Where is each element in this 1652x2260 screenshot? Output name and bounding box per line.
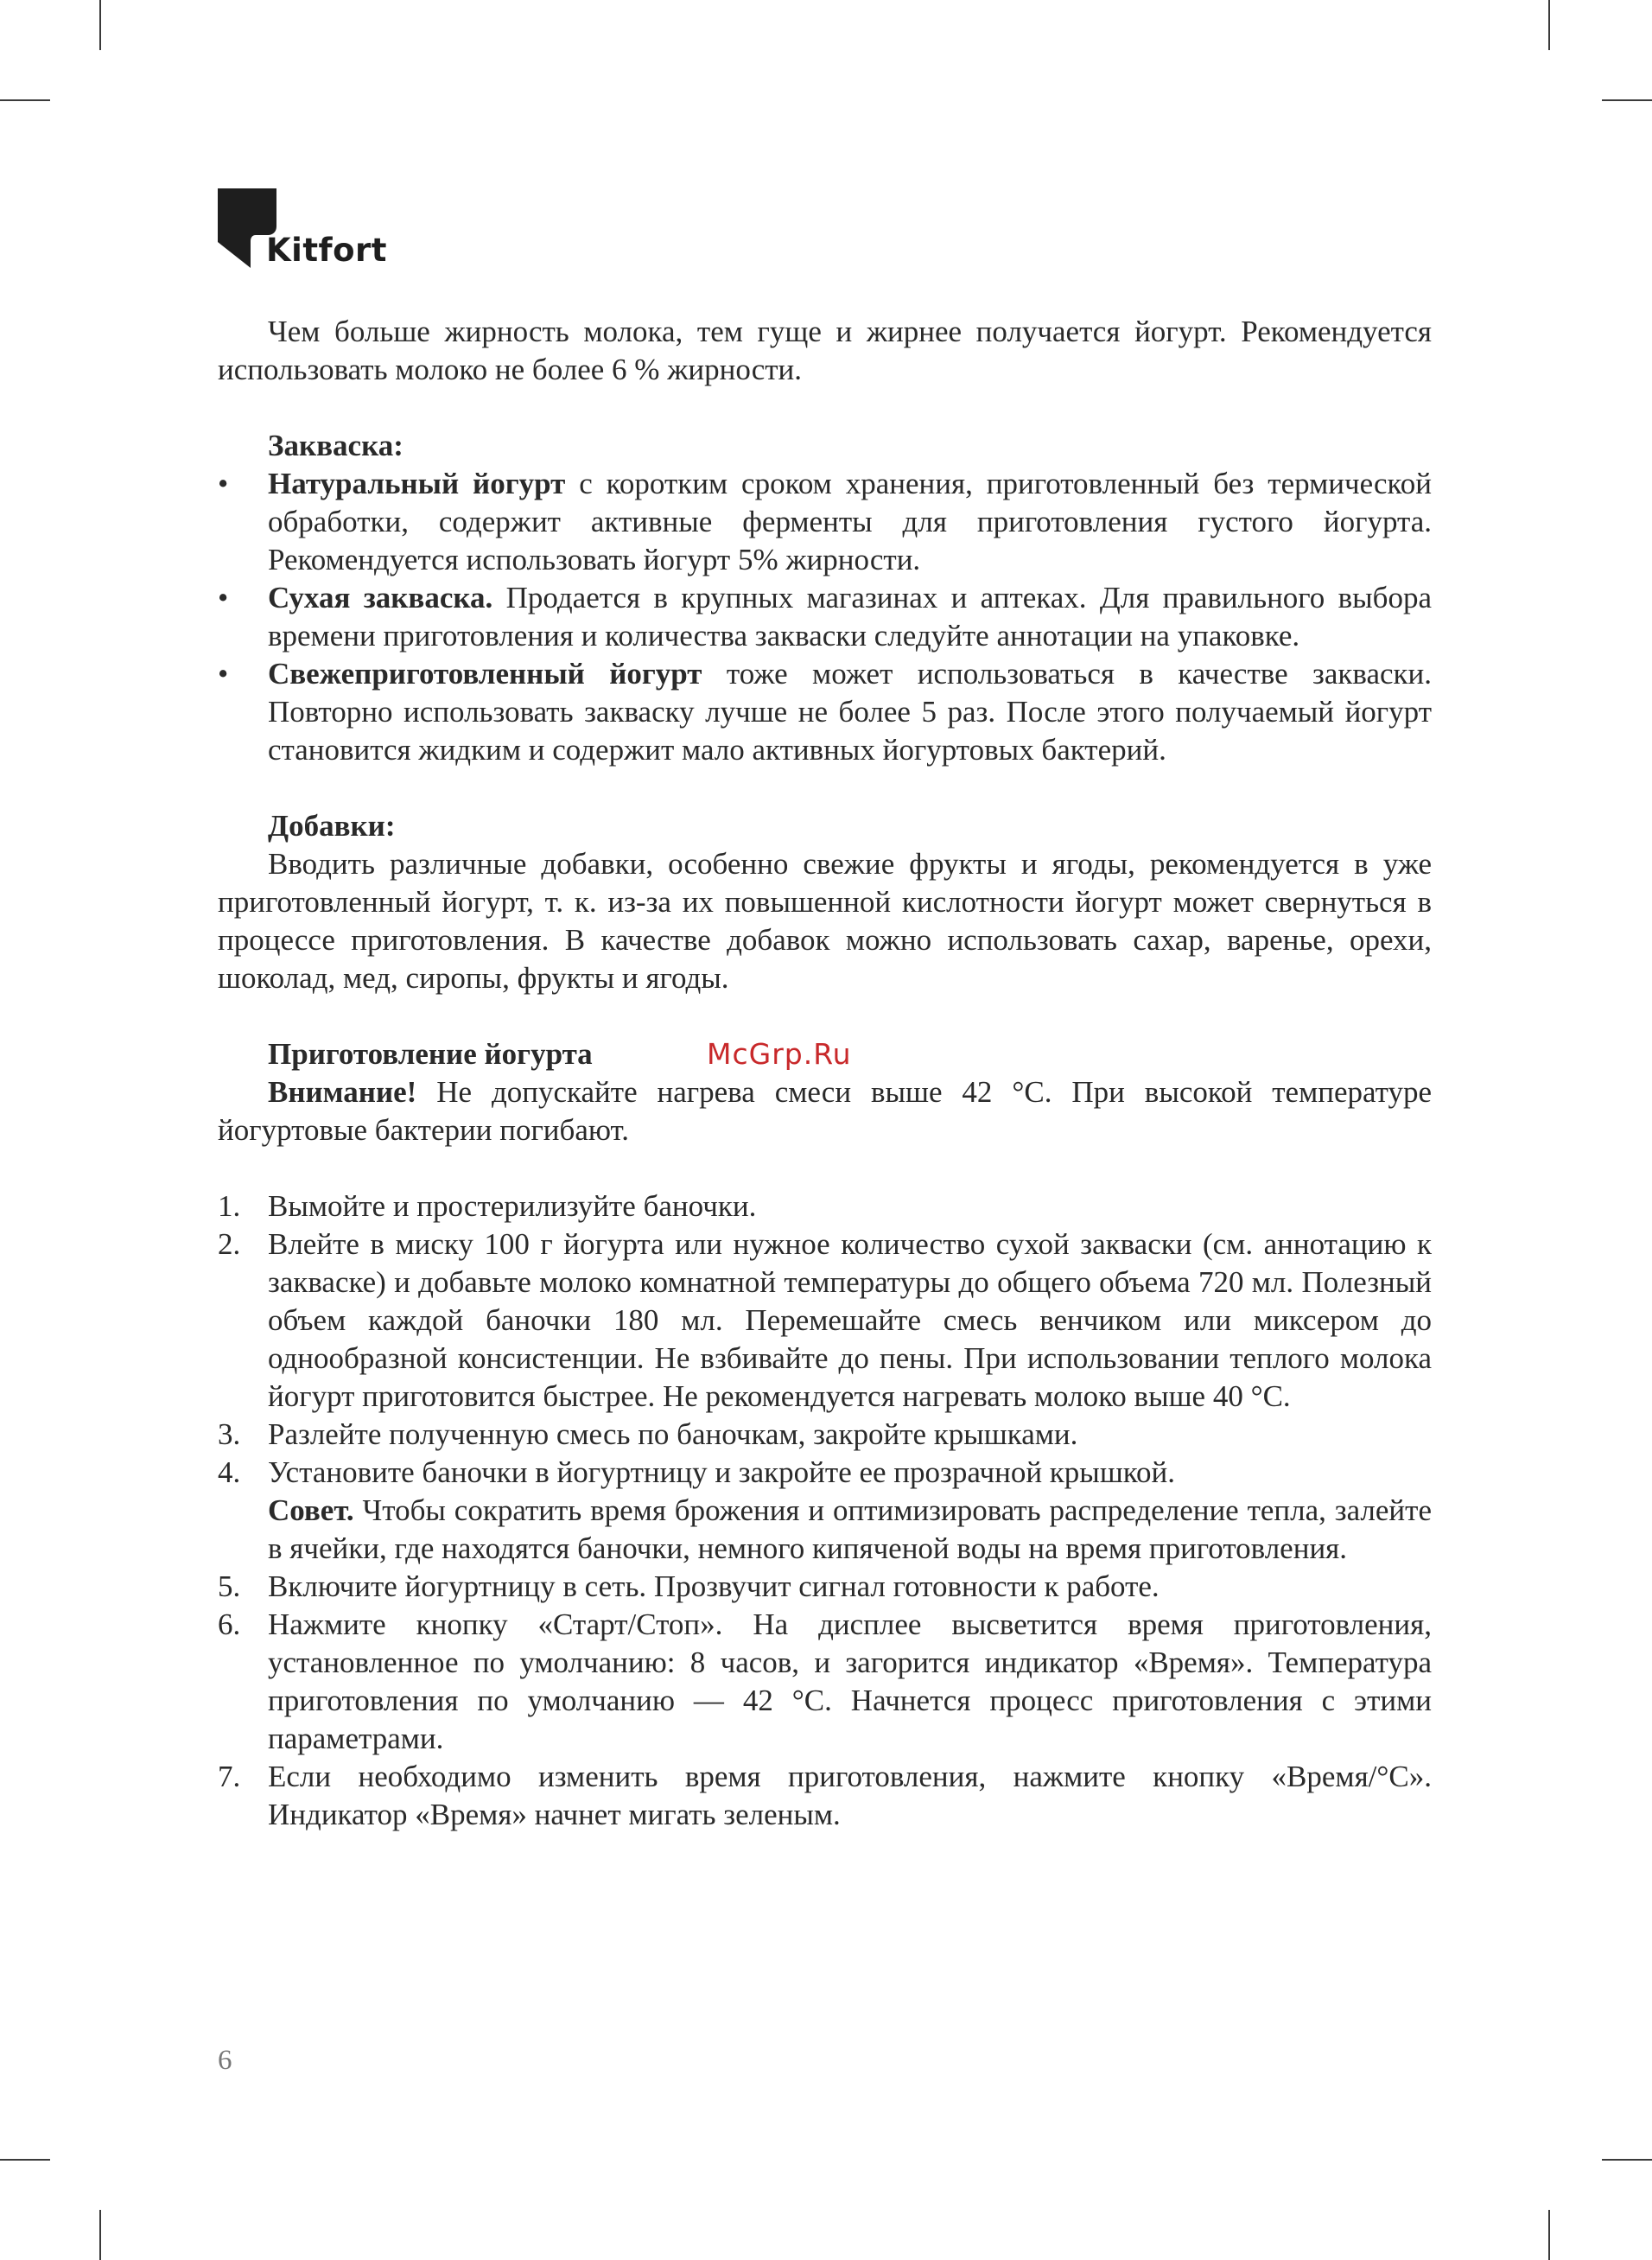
step-number: 4. <box>218 1455 241 1489</box>
brand-name: Kitfort <box>266 232 387 269</box>
list-item <box>218 579 1432 655</box>
step-item <box>218 1758 1432 1834</box>
preparation-heading: Приготовление йогурта <box>268 1037 593 1071</box>
crop-mark <box>0 99 50 101</box>
step-item <box>218 1416 1432 1454</box>
item-term: Натуральный йогурт <box>268 467 566 500</box>
additives-paragraph: Вводить различные добавки, особенно свежие фрукты и ягоды, рекомендуется в уже приготовленный йогурт, т. к. из-за их повышенной кислотности йогурт может свернуться в процессе приготовления. В качестве добавок можно использовать сахар, варенье, орехи, шоколад, мед, сиропы, фрукты и ягоды. <box>218 847 1432 995</box>
tip-paragraph <box>218 1492 1432 1568</box>
list-item <box>218 655 1432 769</box>
crop-mark <box>99 0 101 50</box>
step-item <box>218 1568 1432 1606</box>
bullet-marker: • <box>218 657 229 691</box>
step-number: 2. <box>218 1227 241 1261</box>
step-text: Если необходимо изменить время приготовления, нажмите кнопку «Время/°С». Индикатор «Время» начнет мигать зеленым. <box>268 1760 1432 1831</box>
item-text: Продается в крупных магазинах и аптеках. Для правильного выбора времени приготовления и количества закваски следуйте аннотации на упаковке. <box>268 581 1433 653</box>
step-number: 7. <box>218 1760 241 1793</box>
item-text: с коротким сроком хранения, приготовленный без термической обработки, содержит активные ферменты для приготовления густого йогурта. Рекомендуется использовать йогурт 5% жирности. <box>268 467 1432 576</box>
spacer <box>218 1149 1432 1187</box>
starter-heading: Закваска: <box>268 429 403 462</box>
crop-mark <box>1548 0 1550 50</box>
step-text: Нажмите кнопку «Старт/Стоп». На дисплее высветится время приготовления, установленное по умолчанию: 8 часов, и загорится индикатор «Время». Температура приготовления по умолчанию — 42 °С. Начнется процесс приготовления с этими параметрами. <box>268 1607 1432 1755</box>
bullet-marker: • <box>218 581 229 614</box>
bullet-marker: • <box>218 467 229 500</box>
preparation-steps-continued <box>218 1568 1432 1834</box>
step-item <box>218 1225 1432 1416</box>
step-number: 5. <box>218 1569 241 1603</box>
warning-text: Не допускайте нагрева смеси выше 42 °С. При высокой температуре йогуртовые бактерии погибают. <box>218 1075 1432 1147</box>
step-number: 6. <box>218 1607 241 1641</box>
item-term: Сухая закваска. <box>268 581 493 614</box>
step-number: 3. <box>218 1417 241 1451</box>
step-number: 1. <box>218 1189 241 1223</box>
crop-mark <box>1548 2210 1550 2260</box>
warning-paragraph <box>218 1073 1432 1149</box>
tip-label: Совет. <box>268 1493 354 1527</box>
spacer <box>218 769 1432 807</box>
crop-mark <box>99 2210 101 2260</box>
spacer <box>218 997 1432 1035</box>
spacer <box>218 389 1432 427</box>
watermark: McGrp.Ru <box>707 1037 852 1071</box>
list-item <box>218 465 1432 579</box>
step-text: Разлейте полученную смесь по баночкам, закройте крышками. <box>268 1417 1078 1451</box>
crop-mark <box>0 2159 50 2161</box>
step-item <box>218 1606 1432 1758</box>
additives-heading: Добавки: <box>268 809 396 843</box>
step-text: Установите баночки в йогуртницу и закройте ее прозрачной крышкой. <box>268 1455 1175 1489</box>
step-text: Включите йогуртницу в сеть. Прозвучит сигнал готовности к работе. <box>268 1569 1160 1603</box>
crop-mark <box>1602 99 1652 101</box>
tip-text: Чтобы сократить время брожения и оптимизировать распределение тепла, залейте в ячейки, где находятся баночки, немного кипяченой воды на время приготовления. <box>268 1493 1432 1565</box>
step-item <box>218 1187 1432 1225</box>
preparation-heading-row <box>218 1035 1432 1073</box>
warning-label: Внимание! <box>268 1075 417 1109</box>
crop-mark <box>1602 2159 1652 2161</box>
page-content <box>218 313 1432 1834</box>
preparation-steps <box>218 1187 1432 1492</box>
intro-paragraph: Чем больше жирность молока, тем гуще и жирнее получается йогурт. Рекомендуется использовать молоко не более 6 % жирности. <box>218 315 1432 386</box>
starter-list <box>218 465 1432 769</box>
step-text: Вымойте и простерилизуйте баночки. <box>268 1189 757 1223</box>
step-text: Влейте в миску 100 г йогурта или нужное количество сухой закваски (см. аннотацию к закваске) и добавьте молоко комнатной температуры до общего объема 720 мл. Полезный объем каждой баночки 180 мл. Перемешайте смесь венчиком или миксером до однообразной консистенции. Не взбивайте до пены. При использовании теплого молока йогурт приготовится быстрее. Не рекомендуется нагревать молоко выше 40 °С. <box>268 1227 1432 1413</box>
item-term: Свежеприготовленный йогурт <box>268 657 702 691</box>
page-number: 6 <box>218 2045 232 2076</box>
step-item <box>218 1454 1432 1492</box>
item-text: тоже может использоваться в качестве закваски. Повторно использовать закваску лучше не более 5 раз. После этого получаемый йогурт становится жидким и содержит мало активных йогуртовых бактерий. <box>268 657 1433 767</box>
